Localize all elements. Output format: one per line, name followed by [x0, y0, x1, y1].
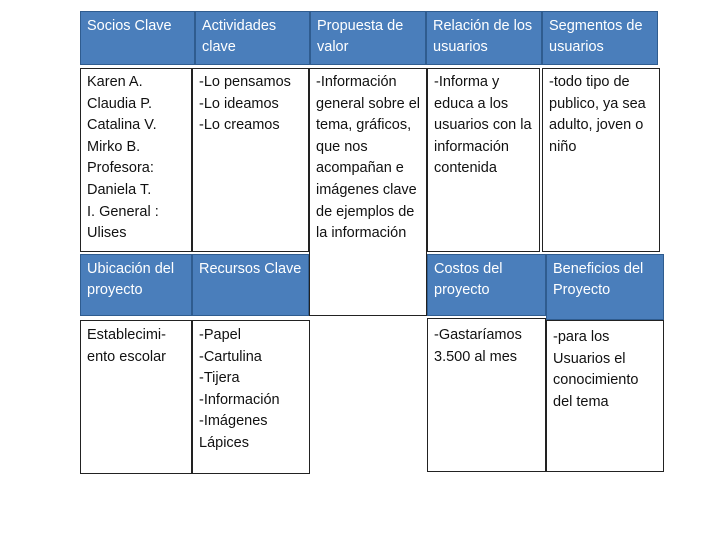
content-socios-clave: Karen A. Claudia P. Catalina V. Mirko B. Profesora: Daniela T. I. General : Ulises: [80, 68, 192, 252]
header-ubicacion-proyecto: Ubicación del proyecto: [80, 254, 192, 316]
header-propuesta-de-valor: Propuesta de valor: [310, 11, 426, 65]
header-costos-proyecto: Costos del proyecto: [427, 254, 546, 316]
header-actividades-clave: Actividades clave: [195, 11, 310, 65]
header-relacion-usuarios: Relación de los usuarios: [426, 11, 542, 65]
content-propuesta-de-valor: -Información general sobre el tema, gráficos, que nos acompañan e imágenes clave de ejemplos de la información: [309, 68, 427, 316]
header-beneficios-proyecto: Beneficios del Proyecto: [546, 254, 664, 320]
content-ubicacion-proyecto: Establecimi- ento escolar: [80, 320, 192, 474]
content-segmentos-usuarios: -todo tipo de publico, ya sea adulto, joven o niño: [542, 68, 660, 252]
content-relacion-usuarios: -Informa y educa a los usuarios con la información contenida: [427, 68, 540, 252]
content-beneficios-proyecto: -para los Usuarios el conocimiento del tema: [546, 320, 664, 472]
header-socios-clave: Socios Clave: [80, 11, 195, 65]
content-costos-proyecto: -Gastaríamos 3.500 al mes: [427, 318, 546, 472]
content-recursos-clave: -Papel -Cartulina -Tijera -Información -Imágenes Lápices: [192, 320, 310, 474]
content-actividades-clave: -Lo pensamos -Lo ideamos -Lo creamos: [192, 68, 309, 252]
header-recursos-clave: Recursos Clave: [192, 254, 309, 316]
header-segmentos-usuarios: Segmentos de usuarios: [542, 11, 658, 65]
